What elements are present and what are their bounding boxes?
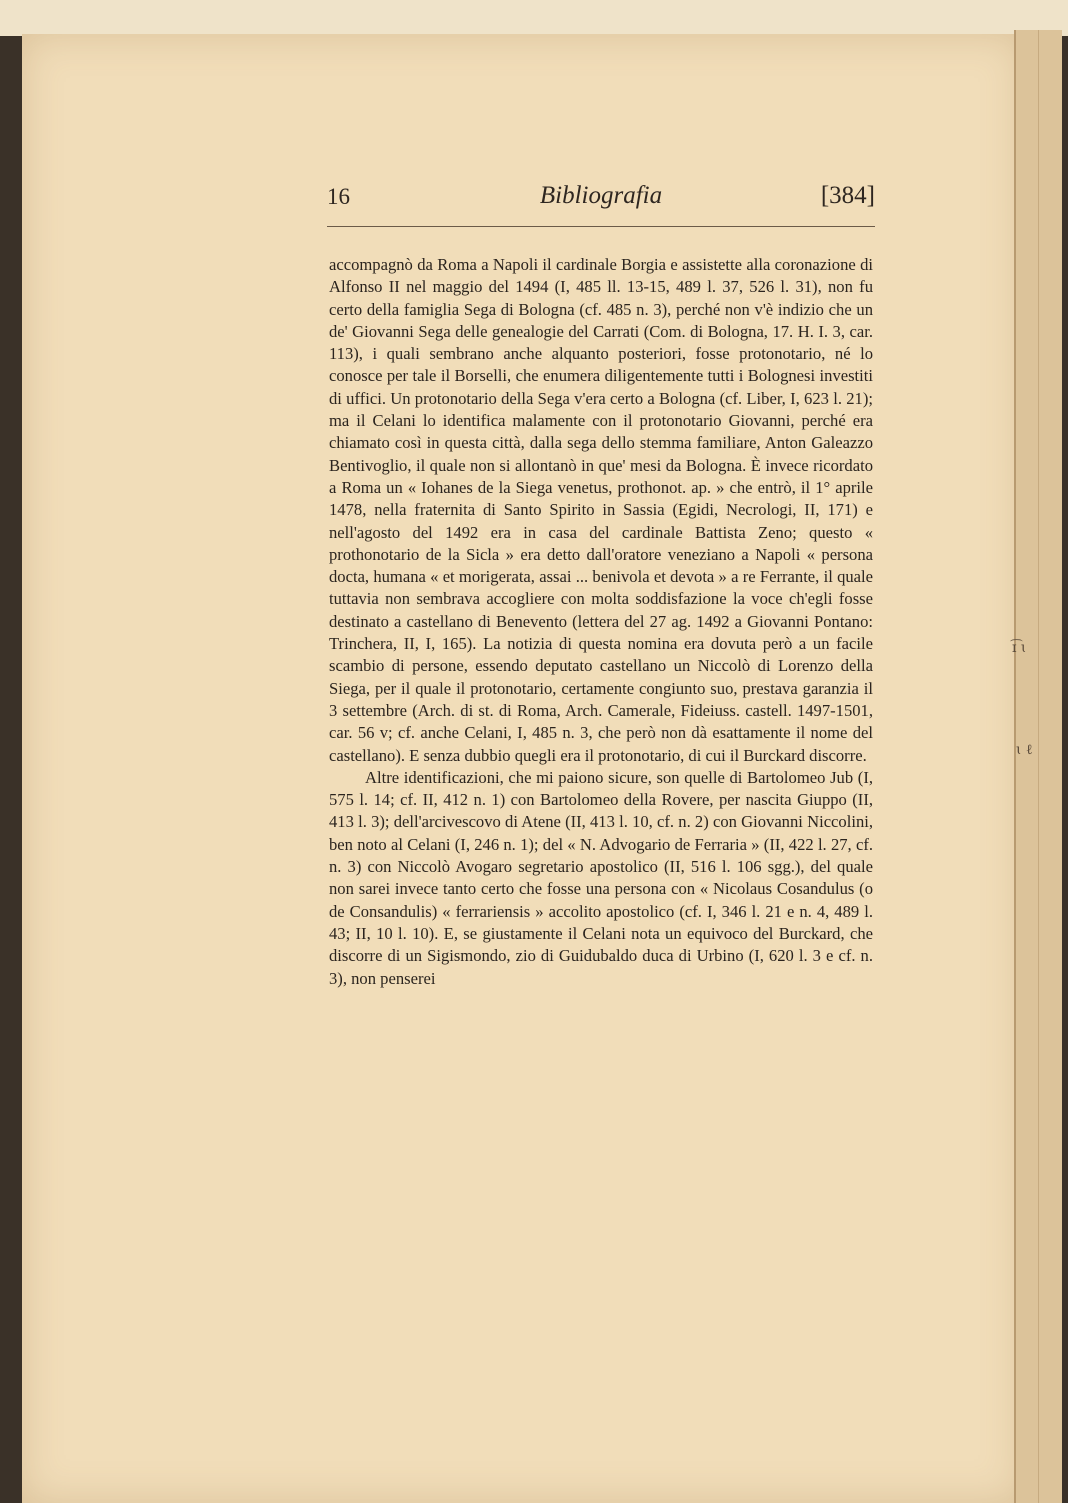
paragraph-1: accompagnò da Roma a Napoli il cardinale Borgia e assistette alla coronazione di Alfonso II nel maggio del 1494 (I, 485 ll. 13-15, 489 l. 37, 526 l. 31), non fu certo della famiglia Sega di Bologna (cf. 485 n. 3), perché non v'è indizio che un de' Giovanni Sega delle genealogie del Carrati (Com. di Bologna, 17. H. I. 3, car. 113), i quali sembrano anche alquanto posteriori, fosse protonotario, né lo conosce per tale il Borselli, che enumera diligentemente tutti i Bolognesi investiti di uffici. Un protonotario della Sega v'era certo a Bologna (cf. Liber, I, 623 l. 21); ma il Celani lo identifica malamente con il protonotario Giovanni, perché era chiamato così in questa città, dalla sega dello stemma familiare, Anton Galeazzo Bentivoglio, il quale non si allontanò in que' mesi da Bologna. È invece ricordato a Roma un « Iohanes de la Siega venetus, prothonot. ap. » che entrò, il 1° aprile 1478, nella fraternita di Santo Spirito in Sassia (Egidi, Necrologi, II, 171) e nell'agosto del 1492 era in casa del cardinale Battista Zeno; questo « prothonotario de la Sicla » era detto dall'oratore veneziano a Napoli « persona docta, humana « et morigerata, assai ... benivola et devota » a re Ferrante, il quale tuttavia non sembrava accogliere con molta soddisfazione la voce ch'egli fosse destinato a castellano di Benevento (lettera del 27 ag. 1492 a Giovanni Pontano: Trinchera, II, I, 165). La notizia di questa nomina era dovuta però a un facile scambio di persone, essendo deputato castellano un Niccolò di Lorenzo della Siega, per il quale il protonotario, certamente congiunto suo, prestava garanzia il 3 settembre (Arch. di st. di Roma, Arch. Camerale, Fideiuss. castell. 1497-1501, car. 56 v; cf. anche Celani, I, 485 n. 3, che però non dà esattamente il nome del castellano). E senza dubbio quegli era il protonotario, di cui il Burckard discorre. xyxy=(329,255,873,765)
bracket-page-number: [384] xyxy=(820,182,875,209)
margin-mark-1: ɪ͡ ɩ xyxy=(1012,640,1027,656)
page-fold xyxy=(1038,30,1039,1503)
running-title: Bibliografia xyxy=(539,182,663,209)
page-number: 16 xyxy=(327,184,350,209)
page-header xyxy=(327,182,875,227)
paragraph-2: Altre identificazioni, che mi paiono sicure, son quelle di Bartolomeo Jub (I, 575 l. 14; cf. II, 412 n. 1) con Bartolomeo della Rovere, per nascita Giuppo (II, 413 l. 3); dell'arcivescovo di Atene (II, 413 l. 10, cf. n. 2) con Giovanni Niccolini, ben noto al Celani (I, 246 n. 1); del « N. Advogario de Ferraria » (II, 422 l. 27, cf. n. 3) con Niccolò Avogaro segretario apostolico (II, 516 l. 106 sgg.), del quale non sarei invece tanto certo che fosse una persona con « Nicolaus Cosandulus (o de Consandulis) « ferrariensis » accolito apostolico (cf. I, 346 l. 21 e n. 4, 489 l. 43; II, 10 l. 10). E, se giustamente il Celani nota un equivoco del Burckard, che discorre di un Sigismondo, zio di Guidubaldo duca di Urbino (I, 620 l. 3 e cf. n. 3), non penserei xyxy=(329,767,873,988)
scan-top-edge xyxy=(0,0,1068,36)
body-text xyxy=(329,254,873,990)
margin-mark-2: ɩ ℓ xyxy=(1016,742,1033,758)
